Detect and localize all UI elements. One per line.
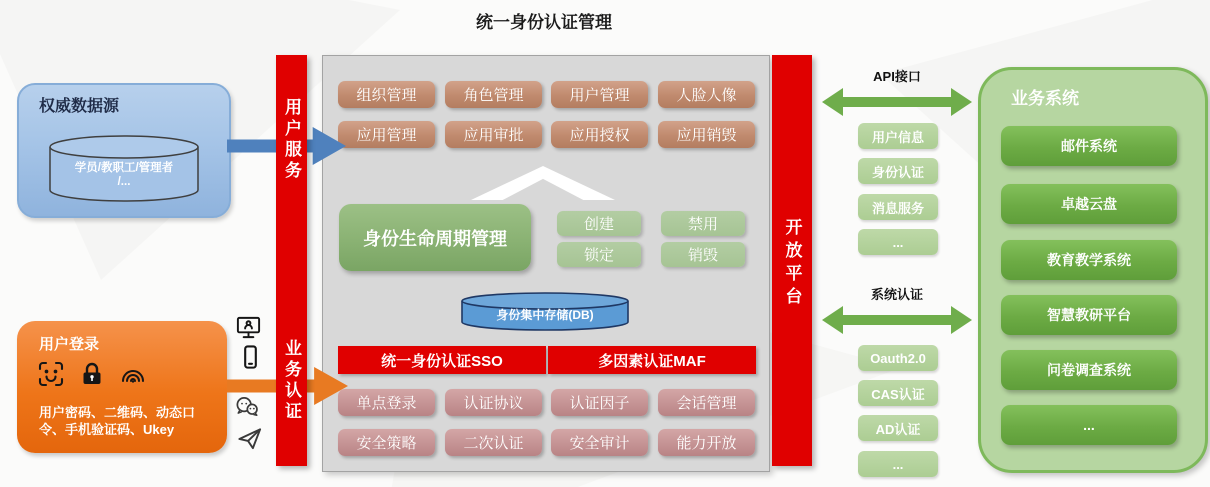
api-item: 身份认证: [858, 158, 938, 184]
api-group-label: API接口: [873, 69, 921, 84]
lifecycle-state: 锁定: [557, 242, 641, 267]
business-system-item: 问卷调查系统: [1001, 350, 1177, 390]
face-scan-icon: [37, 360, 65, 388]
auth-button: 认证协议: [445, 389, 542, 416]
smartphone-icon: [237, 344, 264, 371]
fingerprint-icon: [119, 360, 147, 388]
business-systems-panel: [978, 67, 1208, 473]
lifecycle-state: 创建: [557, 211, 641, 236]
api-item: ...: [858, 229, 938, 255]
send-icon: [236, 425, 263, 452]
open-platform-label: 开放平台: [782, 218, 802, 310]
api-item: 消息服务: [858, 194, 938, 220]
identity-storage-db: [460, 292, 630, 332]
auth-button: 单点登录: [338, 389, 435, 416]
auth-button: 会话管理: [658, 389, 755, 416]
lifecycle-box: 身份生命周期管理: [339, 204, 531, 271]
auth-button: 能力开放: [658, 429, 755, 456]
lock-icon: [78, 360, 106, 388]
mgmt-button: 角色管理: [445, 81, 542, 108]
login-method-icons: [37, 360, 147, 388]
business-systems-title: 业务系统: [1011, 89, 1079, 108]
page-title: 统一身份认证管理: [476, 13, 612, 32]
business-system-item: ...: [1001, 405, 1177, 445]
chevron-up-shape: [471, 166, 615, 200]
desktop-icon: [235, 314, 262, 341]
mgmt-button: 应用审批: [445, 121, 542, 148]
auth-button: 安全策略: [338, 429, 435, 456]
cylinder-line2: /...: [117, 176, 131, 188]
mfa-header: 多因素认证MAF: [548, 346, 756, 374]
business-system-item: 卓越云盘: [1001, 184, 1177, 224]
login-methods-text: 用户密码、二维码、动态口令、手机验证码、Ukey: [39, 405, 196, 437]
auth-button: 安全审计: [551, 429, 648, 456]
cylinder-line1: 学员/教职工/管理者: [74, 162, 174, 174]
wechat-icon: [234, 394, 261, 421]
lifecycle-state: 销毁: [661, 242, 745, 267]
mgmt-button: 应用授权: [551, 121, 648, 148]
service-bar: [276, 55, 307, 466]
system-auth-double-arrow: [822, 306, 972, 334]
mgmt-button: 组织管理: [338, 81, 435, 108]
open-platform-bar: [772, 55, 812, 466]
authoritative-data-source-box: [17, 83, 231, 218]
auth-button: 二次认证: [445, 429, 542, 456]
data-source-cylinder-label: [19, 161, 229, 189]
mgmt-button: 人脸人像: [658, 81, 755, 108]
business-auth-label: 业务认证: [282, 339, 301, 423]
business-system-item: 智慧教研平台: [1001, 295, 1177, 335]
auth-button: 认证因子: [551, 389, 648, 416]
lifecycle-state: 禁用: [661, 211, 745, 236]
system-auth-item: AD认证: [858, 415, 938, 441]
data-source-title: 权威数据源: [39, 98, 120, 115]
user-service-label: 用户服务: [282, 98, 301, 182]
identity-platform-panel: [322, 55, 770, 472]
business-system-item: 邮件系统: [1001, 126, 1177, 166]
api-item: 用户信息: [858, 123, 938, 149]
db-label: 身份集中存储(DB): [496, 308, 594, 322]
user-login-box: [17, 321, 227, 453]
system-auth-item: CAS认证: [858, 380, 938, 406]
user-login-title: 用户登录: [39, 336, 100, 353]
mgmt-button: 用户管理: [551, 81, 648, 108]
sso-header: 统一身份认证SSO: [338, 346, 546, 374]
mgmt-button: 应用管理: [338, 121, 435, 148]
business-system-item: 教育教学系统: [1001, 240, 1177, 280]
system-auth-item: ...: [858, 451, 938, 477]
system-auth-item: Oauth2.0: [858, 345, 938, 371]
system-auth-group-label: 系统认证: [870, 287, 923, 302]
mgmt-button: 应用销毁: [658, 121, 755, 148]
